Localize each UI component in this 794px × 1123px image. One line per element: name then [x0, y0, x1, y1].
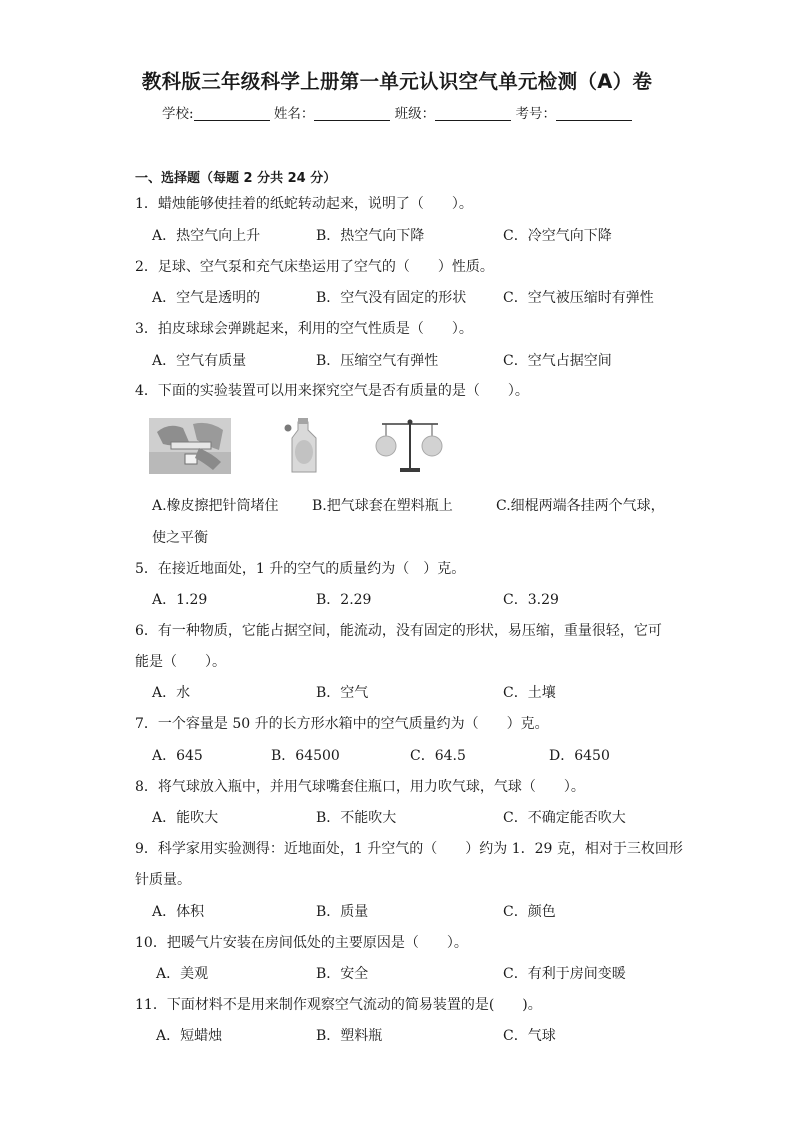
q1-option-c[interactable]: C．冷空气向下降: [503, 228, 612, 244]
question-8: 8．将气球放入瓶中，并用气球嘴套住瓶口，用力吹气球，气球（ ）。: [135, 779, 585, 795]
class-label: 班级：: [394, 106, 436, 122]
q8-option-c[interactable]: C．不确定能否吹大: [503, 810, 626, 826]
balloon-balance-image: [370, 412, 446, 480]
question-9: 9．科学家用实验测得：近地面处，1 升空气的（ ）约为 1．29 克，相对于三枚回形: [135, 841, 683, 857]
question-10: 10．把暖气片安装在房间低处的主要原因是（ ）。: [135, 935, 468, 951]
q4-option-c-continuation: 使之平衡: [152, 530, 208, 546]
q11-option-b[interactable]: B．塑料瓶: [316, 1028, 383, 1044]
q1-option-b[interactable]: B．热空气向下降: [316, 228, 425, 244]
q5-option-b[interactable]: B．2.29: [316, 592, 372, 608]
question-3: 3．拍皮球球会弹跳起来，利用的空气性质是（ ）。: [135, 321, 473, 337]
question-9-continuation: 针质量。: [135, 872, 191, 888]
q8-option-b[interactable]: B．不能吹大: [316, 810, 397, 826]
q3-option-a[interactable]: A．空气有质量: [152, 353, 247, 369]
q6-option-a[interactable]: A．水: [152, 685, 191, 701]
school-label: 学校:: [162, 106, 194, 122]
q3-option-c[interactable]: C．空气占据空间: [503, 353, 612, 369]
q9-option-b[interactable]: B．质量: [316, 904, 369, 920]
question-7: 7．一个容量是 50 升的长方形水箱中的空气质量约为（ ）克。: [135, 716, 549, 732]
q6-option-b[interactable]: B．空气: [316, 685, 369, 701]
question-5: 5．在接近地面处，1 升的空气的质量约为（ ）克。: [135, 561, 466, 577]
q9-option-a[interactable]: A．体积: [152, 904, 205, 920]
q4-option-a[interactable]: A.橡皮擦把针筒堵住: [152, 498, 279, 514]
q7-option-a[interactable]: A．645: [152, 748, 203, 764]
q10-option-a[interactable]: A．美观: [156, 966, 209, 982]
question-11: 11．下面材料不是用来制作观察空气流动的简易装置的是( )。: [135, 997, 542, 1013]
question-6: 6．有一种物质，它能占据空间，能流动，没有固定的形状，易压缩，重量很轻，它可: [135, 623, 662, 639]
page-title: 教科版三年级科学上册第一单元认识空气单元检测（A）卷: [141, 70, 653, 93]
q2-option-a[interactable]: A．空气是透明的: [152, 290, 261, 306]
q7-option-b[interactable]: B．64500: [271, 748, 340, 764]
q5-option-c[interactable]: C．3.29: [503, 592, 559, 608]
q4-option-b[interactable]: B.把气球套在塑料瓶上: [312, 498, 453, 514]
q11-option-c[interactable]: C．气球: [503, 1028, 556, 1044]
q3-option-b[interactable]: B．压缩空气有弹性: [316, 353, 439, 369]
q7-option-c[interactable]: C．64.5: [410, 748, 466, 764]
school-blank[interactable]: [194, 106, 270, 121]
balloon-bottle-image: [280, 416, 326, 480]
question-1: 1．蜡烛能够使挂着的纸蛇转动起来，说明了（ ）。: [135, 196, 473, 212]
q9-option-c[interactable]: C．颜色: [503, 904, 556, 920]
q10-option-c[interactable]: C．有利于房间变暖: [503, 966, 626, 982]
name-blank[interactable]: [314, 106, 390, 121]
q7-option-d[interactable]: D．6450: [549, 748, 610, 764]
q1-option-a[interactable]: A．热空气向上升: [152, 228, 261, 244]
number-label: 考号：: [515, 106, 556, 122]
q11-option-a[interactable]: A．短蜡烛: [156, 1028, 223, 1044]
q5-option-a[interactable]: A．1.29: [152, 592, 208, 608]
q10-option-b[interactable]: B．安全: [316, 966, 369, 982]
q2-option-b[interactable]: B．空气没有固定的形状: [316, 290, 467, 306]
question-6-continuation: 能是（ ）。: [135, 654, 226, 670]
q4-option-c[interactable]: C.细棍两端各挂两个气球，: [496, 498, 665, 514]
section-heading: 一、选择题（每题 2 分共 24 分）: [135, 171, 337, 186]
q2-option-c[interactable]: C．空气被压缩时有弹性: [503, 290, 654, 306]
class-blank[interactable]: [435, 106, 511, 121]
question-4: 4．下面的实验装置可以用来探究空气是否有质量的是（ ）。: [135, 383, 529, 399]
question-2: 2．足球、空气泵和充气床垫运用了空气的（ ）性质。: [135, 259, 494, 275]
name-label: 姓名：: [273, 106, 315, 122]
number-blank[interactable]: [556, 106, 632, 121]
syringe-experiment-image: [149, 418, 231, 478]
student-info-line: [0, 102, 794, 122]
q6-option-c[interactable]: C．土壤: [503, 685, 556, 701]
q8-option-a[interactable]: A．能吹大: [152, 810, 219, 826]
